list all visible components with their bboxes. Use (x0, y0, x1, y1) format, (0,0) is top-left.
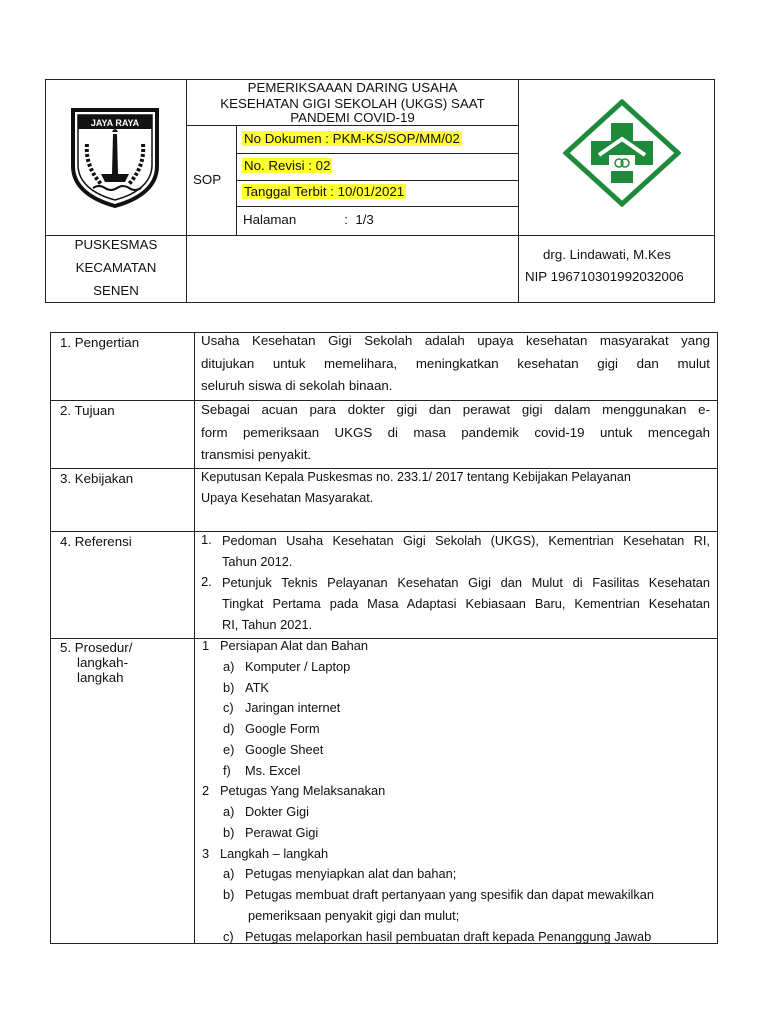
text-pengertian: Usaha Kesehatan Gigi Sekolah adalah upaya kesehatan masyarakat yang ditujukan untuk memelihara, meningkatkan kesehatan gigi dan mulut seluruh siswa di sekolah binaan. (201, 333, 710, 393)
issue-date: Tanggal Terbit : 10/01/2021 (244, 184, 405, 199)
item-text: Jaringan internet (245, 700, 341, 715)
item-text: Petugas membuat draft pertanyaan yang spesifik dan dapat mewakilkan (245, 887, 655, 902)
item-text: Petugas melaporkan hasil pembuatan draft kepada Penanggung Jawab (245, 929, 652, 944)
label-kebijakan: 3. Kebijakan (60, 471, 134, 486)
document-title: PEMERIKSAAAN DARING USAHA KESEHATAN GIGI SEKOLAH (UKGS) SAAT PANDEMI COVID-19 (220, 80, 485, 125)
ref-number: 2. (201, 574, 212, 589)
item-text-continued: pemeriksaan penyakit gigi dan mulut; (248, 908, 460, 923)
signer-block (525, 244, 713, 288)
text-kebijakan: Keputusan Kepala Puskesmas no. 233.1/ 2017 tentang Kebijakan Pelayanan Upaya Kesehatan Masyarakat. (201, 470, 631, 505)
group-number: 2 (202, 783, 210, 798)
item-text: Perawat Gigi (245, 825, 319, 840)
item-mark: c) (223, 700, 234, 715)
ref-item: Petunjuk Teknis Pelayanan Kesehatan Gigi dan Mulut di Fasilitas Kesehatan Tingkat Pertama pada Masa Adaptasi Kebiasaan Baru, Kementrian Kesehatan RI, Tahun 2021. (222, 575, 710, 632)
item-text: Dokter Gigi (245, 804, 310, 819)
item-text: Petugas menyiapkan alat dan bahan; (245, 866, 457, 881)
item-text: Komputer / Laptop (245, 659, 351, 674)
organization-name: PUSKESMAS KECAMATAN SENEN (74, 237, 158, 298)
label-pengertian: 1. Pengertian (60, 335, 140, 350)
sop-label: SOP (193, 172, 222, 187)
item-mark: b) (223, 887, 235, 902)
item-text: Google Sheet (245, 742, 324, 757)
label-prosedur: 5. Prosedur/ langkah- langkah (60, 640, 133, 685)
item-mark: e) (223, 742, 235, 757)
item-text: ATK (245, 680, 269, 695)
item-mark: a) (223, 804, 235, 819)
group-title: Persiapan Alat dan Bahan (220, 638, 368, 653)
item-mark: c) (223, 929, 234, 944)
item-mark: f) (223, 763, 231, 778)
group-title: Petugas Yang Melaksanakan (220, 783, 386, 798)
page-number: Halaman : 1/3 (243, 212, 374, 227)
doc-number: No Dokumen : PKM-KS/SOP/MM/02 (244, 131, 460, 146)
item-text: Ms. Excel (245, 763, 301, 778)
ref-item: Pedoman Usaha Kesehatan Gigi Sekolah (UKGS), Kementrian Kesehatan RI, Tahun 2012. (222, 533, 710, 569)
puskesmas-logo-icon (563, 99, 681, 207)
label-referensi: 4. Referensi (60, 534, 132, 549)
item-mark: a) (223, 866, 235, 881)
label-tujuan: 2. Tujuan (60, 403, 115, 418)
item-mark: b) (223, 680, 235, 695)
revision-number: No. Revisi : 02 (244, 158, 331, 173)
item-text: Google Form (245, 721, 320, 736)
signer-nip: NIP 196710301992032006 (525, 269, 684, 284)
ref-number: 1. (201, 532, 212, 547)
item-mark: b) (223, 825, 235, 840)
item-mark: d) (223, 721, 235, 736)
group-title: Langkah – langkah (220, 846, 329, 861)
group-number: 1 (202, 638, 210, 653)
signer-name: drg. Lindawati, M.Kes (543, 247, 671, 262)
group-number: 3 (202, 846, 210, 861)
text-tujuan: Sebagai acuan para dokter gigi dan perawat gigi dalam menggunakan e- form pemeriksaan UKGS di masa pandemik covid-19 untuk mencegah transmisi penyakit. (201, 402, 710, 462)
item-mark: a) (223, 659, 235, 674)
svg-text:JAYA RAYA: JAYA RAYA (90, 118, 140, 128)
jakarta-emblem-logo (67, 104, 163, 208)
